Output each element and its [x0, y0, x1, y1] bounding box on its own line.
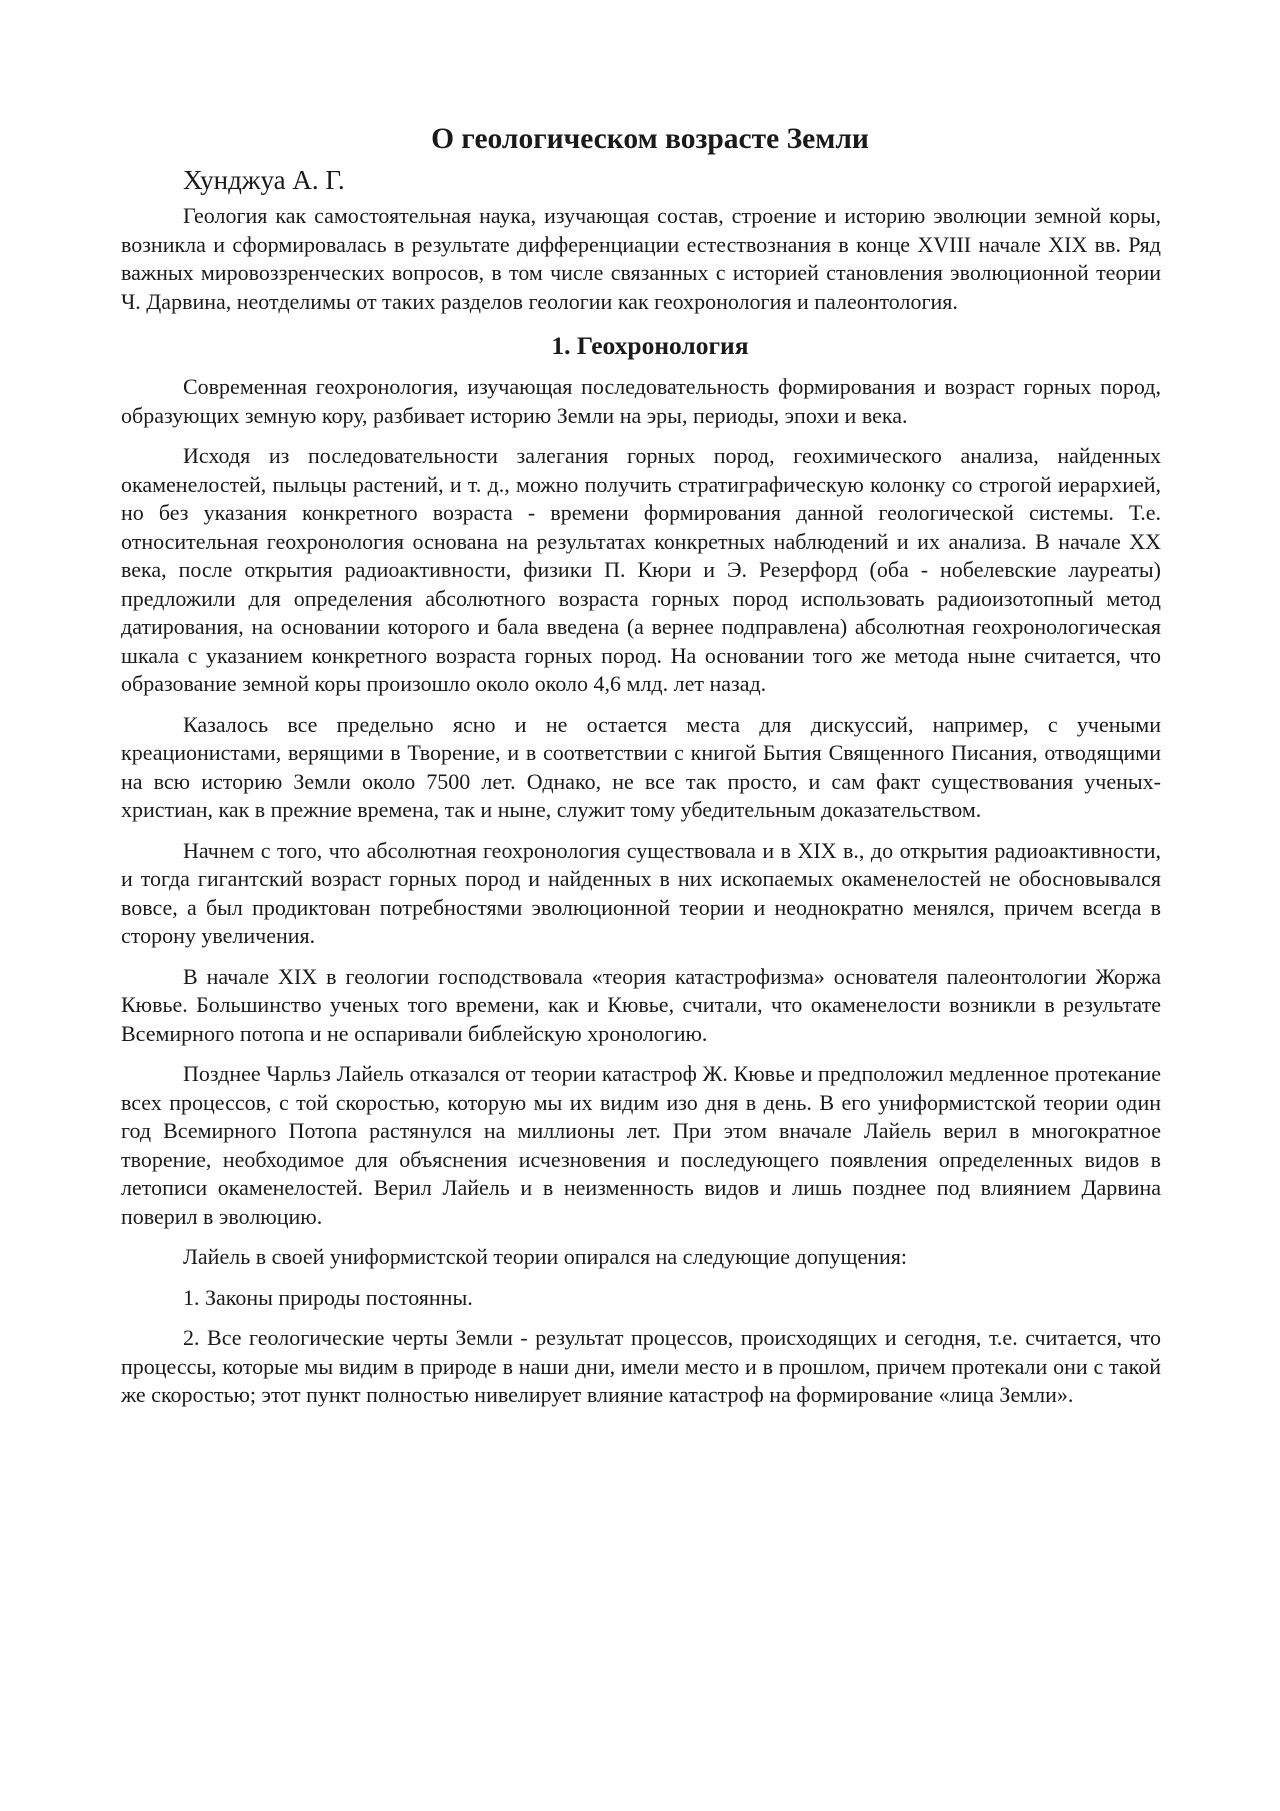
section-heading-geochronology: 1. Геохронология [551, 331, 749, 360]
list-item-2: 2. Все геологические черты Земли - результат процессов, происходящих и сегодня, т.е. считается, что процессы, которые мы видим в природе в наши дни, имели место и в прошлом, причем протекали они с такой же скоростью; этот пункт полностью нивелирует влияние катастроф на формирование «лица Земли». [121, 1325, 1161, 1407]
body-paragraph: Казалось все предельно ясно и не остается места для дискуссий, например, с учеными креационистами, верящими в Творение, и в соответствии с книгой Бытия Священного Писания, отводящими на всю историю Земли около 7500 лет. Однако, не все так просто, и сам факт существования ученых-христиан, как в прежние времена, так и ныне, служит тому убедительным доказательством. [121, 711, 1161, 822]
body-paragraph: Современная геохронология, изучающая последовательность формирования и возраст горных пород, образующих земную кору, разбивает историю Земли на эры, периоды, эпохи и века. [121, 374, 1161, 428]
document-title: О геологическом возрасте Земли [431, 123, 869, 155]
body-paragraph: Позднее Чарльз Лайель отказался от теории катастроф Ж. Кювье и предположил медленное протекание всех процессов, с той скоростью, которую мы их видим изо дня в день. В его униформистской теории один год Всемирного Потопа растянулся на миллионы лет. При этом вначале Лайель верил в многократное творение, необходимое для объяснения исчезновения и последующего появления определенных видов в летописи окаменелостей. Верил Лайель и в неизменность видов и лишь позднее под влиянием Дарвина поверил в эволюцию. [121, 1061, 1161, 1229]
body-paragraph: Лайель в своей униформистской теории опирался на следующие допущения: [183, 1244, 907, 1269]
document-author: Хунджуа А. Г. [183, 165, 345, 195]
body-paragraph: Начнем с того, что абсолютная геохронология существовала и в XIX в., до открытия радиоактивности, и тогда гигантский возраст горных пород и найденных в них ископаемых окаменелостей не обосновывался вовсе, а был продиктован потребностями эволюционной теории и неоднократно менялся, причем всегда в сторону увеличения. [121, 837, 1161, 948]
list-item-1: 1. Законы природы постоянны. [183, 1284, 473, 1310]
document-page [121, 118, 1161, 1422]
body-paragraph: В начале XIX в геологии господствовала «теория катастрофизма» основателя палеонтологии Жоржа Кювье. Большинство ученых того времени, как и Кювье, считали, что окаменелости возникли в результате Всемирного потопа и не оспаривали библейскую хронологию. [121, 963, 1161, 1046]
intro-paragraph: Геология как самостоятельная наука, изучающая состав, строение и историю эволюции земной коры, возникла и сформировалась в результате дифференциации естествознания в конце XVIII начале XIX вв. Ряд важных мировоззренческих вопросов, в том числе связанных с историей становления эволюционной теории Ч. Дарвина, неотделимы от таких разделов геологии как геохронология и палеонтология. [121, 203, 1161, 314]
body-paragraph: Исходя из последовательности залегания горных пород, геохимического анализа, найденных окаменелостей, пыльцы растений, и т. д., можно получить стратиграфическую колонку со строгой иерархией, но без указания конкретного возраста - времени формирования данной геологической системы. Т.е. относительная геохронология основана на результатах конкретных наблюдений и их анализа. В начале XX века, после открытия радиоактивности, физики П. Кюри и Э. Резерфорд (оба - нобелевские лауреаты) предложили для определения абсолютного возраста горных пород использовать радиоизотопный метод датирования, на основании которого и бала введена (а вернее подправлена) абсолютная геохронологическая шкала с указанием конкретного возраста горных пород. На основании того же метода ныне считается, что образование земной коры произошло около около 4,6 млд. лет назад. [121, 443, 1161, 696]
